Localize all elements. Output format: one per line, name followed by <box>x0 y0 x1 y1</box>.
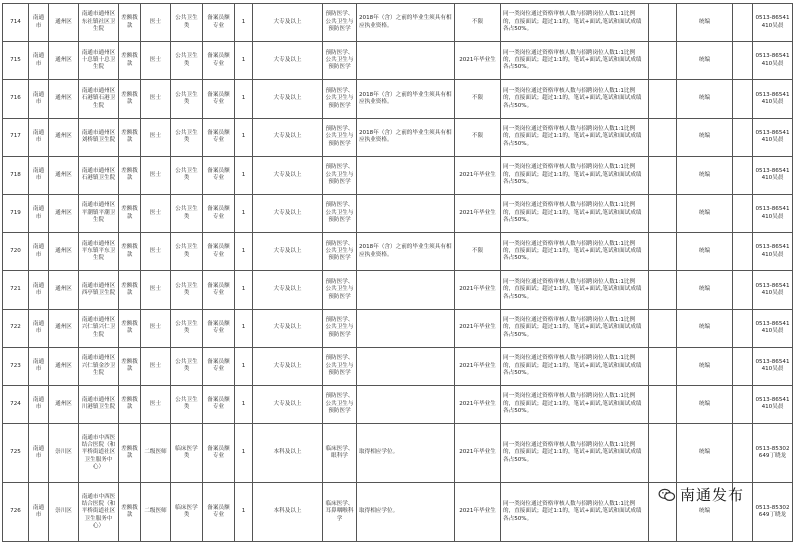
cell-phone: 0513-86541410吴晨 <box>753 233 793 271</box>
cell-nature: 差额拨款 <box>119 156 141 194</box>
cell-target: 2021年毕业生 <box>455 309 501 347</box>
cell-exam <box>649 271 677 309</box>
cell-no: 718 <box>3 156 29 194</box>
cell-level: 备案员额专业 <box>203 233 235 271</box>
cell-district: 通州区 <box>49 271 79 309</box>
table-row <box>3 42 793 80</box>
cell-category: 公共卫生类 <box>171 385 203 423</box>
cell-no: 717 <box>3 118 29 156</box>
cell-edu: 大专及以上 <box>253 42 323 80</box>
cell-ratio: 同一类岗位通过资格审核人数与招聘岗位人数1:1比例的，直接面试；超过1:1的，笔试+面试,笔试和面试成绩各占50%。 <box>501 4 649 42</box>
cell-unit: 南通市通州区兴仁镇兴仁卫生院 <box>79 309 119 347</box>
cell-blank <box>733 424 753 483</box>
cell-city: 南通市 <box>29 42 49 80</box>
cell-category: 临床医学类 <box>171 424 203 483</box>
cell-edu: 大专及以上 <box>253 309 323 347</box>
cell-major: 预防医学、公共卫生与预防医学 <box>323 309 357 347</box>
cell-category: 公共卫生类 <box>171 233 203 271</box>
cell-target: 2021年毕业生 <box>455 194 501 232</box>
cell-unit: 南通市中西医结合医院（和平桥街道社区卫生服务中心） <box>79 424 119 483</box>
cell-target: 2021年毕业生 <box>455 271 501 309</box>
cell-category: 公共卫生类 <box>171 80 203 118</box>
cell-level: 备案员额专业 <box>203 347 235 385</box>
cell-edu: 大专及以上 <box>253 4 323 42</box>
cell-blank <box>733 194 753 232</box>
cell-major: 预防医学、公共卫生与预防医学 <box>323 194 357 232</box>
cell-city: 南通市 <box>29 118 49 156</box>
cell-exam <box>649 4 677 42</box>
cell-unit: 南通市通州区东社镇社区卫生院 <box>79 4 119 42</box>
cell-count: 1 <box>235 233 253 271</box>
cell-blank <box>733 385 753 423</box>
cell-blank <box>733 80 753 118</box>
cell-post: 医士 <box>141 347 171 385</box>
cell-category: 公共卫生类 <box>171 194 203 232</box>
cell-nature: 差额拨款 <box>119 194 141 232</box>
cell-district: 通州区 <box>49 309 79 347</box>
cell-level: 备案员额专业 <box>203 4 235 42</box>
table-row <box>3 424 793 483</box>
cell-phone: 0513-86541410吴晨 <box>753 156 793 194</box>
cell-method: 统编 <box>677 271 733 309</box>
table-row <box>3 233 793 271</box>
cell-phone: 0513-86541410吴晨 <box>753 80 793 118</box>
cell-major: 预防医学、公共卫生与预防医学 <box>323 385 357 423</box>
cell-city: 南通市 <box>29 424 49 483</box>
cell-district: 通州区 <box>49 80 79 118</box>
cell-district: 通州区 <box>49 194 79 232</box>
cell-count: 1 <box>235 156 253 194</box>
cell-other <box>357 271 455 309</box>
cell-target: 不限 <box>455 4 501 42</box>
table-row <box>3 347 793 385</box>
table-row <box>3 385 793 423</box>
cell-district: 通州区 <box>49 118 79 156</box>
cell-nature: 差额拨款 <box>119 347 141 385</box>
cell-count: 1 <box>235 4 253 42</box>
cell-post: 医士 <box>141 80 171 118</box>
cell-post: 医士 <box>141 118 171 156</box>
table-row <box>3 194 793 232</box>
cell-other <box>357 42 455 80</box>
cell-city: 南通市 <box>29 271 49 309</box>
cell-phone: 0513-86541410吴晨 <box>753 4 793 42</box>
cell-no: 720 <box>3 233 29 271</box>
cell-target: 不限 <box>455 233 501 271</box>
cell-city: 南通市 <box>29 194 49 232</box>
cell-count: 1 <box>235 194 253 232</box>
cell-ratio: 同一类岗位通过资格审核人数与招聘岗位人数1:1比例的，直接面试；超过1:1的，笔试+面试,笔试和面试成绩各占50%。 <box>501 271 649 309</box>
cell-major: 预防医学、公共卫生与预防医学 <box>323 118 357 156</box>
cell-target: 2021年毕业生 <box>455 156 501 194</box>
cell-post: 医士 <box>141 42 171 80</box>
cell-method: 统编 <box>677 424 733 483</box>
cell-other: 2018年（含）之前的毕业生须具有相应执业资格。 <box>357 233 455 271</box>
cell-unit: 南通市通州区西亭镇卫生院 <box>79 271 119 309</box>
cell-no: 723 <box>3 347 29 385</box>
cell-nature: 差额拨款 <box>119 424 141 483</box>
cell-method: 统编 <box>677 80 733 118</box>
cell-level: 备案员额专业 <box>203 271 235 309</box>
cell-level: 备案员额专业 <box>203 80 235 118</box>
cell-method: 统编 <box>677 4 733 42</box>
cell-ratio: 同一类岗位通过资格审核人数与招聘岗位人数1:1比例的，直接面试；超过1:1的，笔试+面试,笔试和面试成绩各占50%。 <box>501 156 649 194</box>
cell-nature: 差额拨款 <box>119 233 141 271</box>
cell-target: 2021年毕业生 <box>455 42 501 80</box>
cell-post: 医士 <box>141 309 171 347</box>
cell-method: 统编 <box>677 156 733 194</box>
table-row <box>3 4 793 42</box>
cell-phone: 0513-86541410吴晨 <box>753 347 793 385</box>
cell-nature: 差额拨款 <box>119 483 141 542</box>
cell-ratio: 同一类岗位通过资格审核人数与招聘岗位人数1:1比例的，直接面试；超过1:1的，笔试+面试,笔试和面试成绩各占50%。 <box>501 347 649 385</box>
cell-unit: 南通市通州区平东镇平东卫生院 <box>79 233 119 271</box>
cell-ratio: 同一类岗位通过资格审核人数与招聘岗位人数1:1比例的，直接面试；超过1:1的，笔试+面试,笔试和面试成绩各占50%。 <box>501 194 649 232</box>
cell-major: 临床医学、耳鼻咽喉科学 <box>323 483 357 542</box>
cell-ratio: 同一类岗位通过资格审核人数与招聘岗位人数1:1比例的，直接面试；超过1:1的，笔试+面试,笔试和面试成绩各占50%。 <box>501 424 649 483</box>
cell-city: 南通市 <box>29 483 49 542</box>
cell-post: 医士 <box>141 194 171 232</box>
cell-count: 1 <box>235 483 253 542</box>
cell-method: 统编 <box>677 309 733 347</box>
cell-ratio: 同一类岗位通过资格审核人数与招聘岗位人数1:1比例的，直接面试；超过1:1的，笔试+面试,笔试和面试成绩各占50%。 <box>501 309 649 347</box>
cell-city: 南通市 <box>29 80 49 118</box>
table-body <box>3 4 793 542</box>
cell-phone: 0513-86541410吴晨 <box>753 42 793 80</box>
cell-phone: 0513-86541410吴晨 <box>753 385 793 423</box>
cell-blank <box>733 233 753 271</box>
table-row <box>3 118 793 156</box>
cell-no: 722 <box>3 309 29 347</box>
cell-unit: 南通市通州区平潮镇平潮卫生院 <box>79 194 119 232</box>
cell-category: 公共卫生类 <box>171 309 203 347</box>
cell-post: 二级医师 <box>141 483 171 542</box>
cell-district: 通州区 <box>49 233 79 271</box>
cell-other: 2018年（含）之前的毕业生须具有相应执业资格。 <box>357 118 455 156</box>
cell-exam <box>649 233 677 271</box>
cell-nature: 差额拨款 <box>119 385 141 423</box>
cell-major: 预防医学、公共卫生与预防医学 <box>323 80 357 118</box>
cell-target: 2021年毕业生 <box>455 385 501 423</box>
cell-exam <box>649 80 677 118</box>
cell-count: 1 <box>235 347 253 385</box>
cell-method: 统编 <box>677 483 733 542</box>
cell-district: 崇川区 <box>49 483 79 542</box>
cell-level: 备案员额专业 <box>203 42 235 80</box>
cell-level: 备案员额专业 <box>203 194 235 232</box>
cell-district: 通州区 <box>49 4 79 42</box>
cell-city: 南通市 <box>29 347 49 385</box>
cell-level: 备案员额专业 <box>203 483 235 542</box>
cell-unit: 南通市通州区刘桥镇卫生院 <box>79 118 119 156</box>
cell-category: 公共卫生类 <box>171 4 203 42</box>
cell-count: 1 <box>235 271 253 309</box>
cell-post: 医士 <box>141 4 171 42</box>
cell-district: 通州区 <box>49 156 79 194</box>
cell-method: 统编 <box>677 118 733 156</box>
cell-city: 南通市 <box>29 233 49 271</box>
cell-level: 备案员额专业 <box>203 118 235 156</box>
cell-blank <box>733 42 753 80</box>
cell-count: 1 <box>235 309 253 347</box>
table-row <box>3 309 793 347</box>
cell-phone: 0513-86541410吴晨 <box>753 194 793 232</box>
cell-no: 724 <box>3 385 29 423</box>
cell-nature: 差额拨款 <box>119 80 141 118</box>
cell-phone: 0513-85302649丁晓龙 <box>753 483 793 542</box>
cell-no: 721 <box>3 271 29 309</box>
table-row <box>3 271 793 309</box>
cell-level: 备案员额专业 <box>203 424 235 483</box>
cell-nature: 差额拨款 <box>119 309 141 347</box>
cell-count: 1 <box>235 424 253 483</box>
cell-district: 通州区 <box>49 347 79 385</box>
cell-post: 医士 <box>141 233 171 271</box>
cell-method: 统编 <box>677 233 733 271</box>
cell-method: 统编 <box>677 385 733 423</box>
table-row <box>3 156 793 194</box>
cell-unit: 南通市通州区十总镇十总卫生院 <box>79 42 119 80</box>
cell-unit: 南通市通州区川港镇卫生院 <box>79 385 119 423</box>
cell-category: 公共卫生类 <box>171 156 203 194</box>
cell-blank <box>733 271 753 309</box>
cell-nature: 差额拨款 <box>119 42 141 80</box>
watermark <box>658 484 744 505</box>
cell-exam <box>649 118 677 156</box>
cell-ratio: 同一类岗位通过资格审核人数与招聘岗位人数1:1比例的，直接面试；超过1:1的，笔试+面试,笔试和面试成绩各占50%。 <box>501 42 649 80</box>
cell-count: 1 <box>235 42 253 80</box>
watermark-text: 南通发布 <box>680 486 745 504</box>
cell-edu: 大专及以上 <box>253 385 323 423</box>
cell-post: 医士 <box>141 271 171 309</box>
cell-major: 预防医学、公共卫生与预防医学 <box>323 233 357 271</box>
cell-other <box>357 347 455 385</box>
cell-other: 取得相应学位。 <box>357 483 455 542</box>
cell-target: 2021年毕业生 <box>455 347 501 385</box>
cell-exam <box>649 309 677 347</box>
cell-nature: 差额拨款 <box>119 4 141 42</box>
cell-other <box>357 194 455 232</box>
cell-post: 医士 <box>141 156 171 194</box>
cell-city: 南通市 <box>29 156 49 194</box>
cell-post: 医士 <box>141 385 171 423</box>
cell-target: 不限 <box>455 80 501 118</box>
cell-no: 725 <box>3 424 29 483</box>
cell-no: 716 <box>3 80 29 118</box>
cell-unit: 南通市通州区石港镇卫生院 <box>79 156 119 194</box>
cell-category: 公共卫生类 <box>171 347 203 385</box>
cell-blank <box>733 118 753 156</box>
cell-target: 2021年毕业生 <box>455 483 501 542</box>
cell-city: 南通市 <box>29 385 49 423</box>
recruitment-table <box>2 3 793 542</box>
cell-phone: 0513-86541410吴晨 <box>753 271 793 309</box>
cell-category: 临床医学类 <box>171 483 203 542</box>
cell-unit: 南通市通州区兴仁镇金沙卫生院 <box>79 347 119 385</box>
cell-major: 预防医学、公共卫生与预防医学 <box>323 271 357 309</box>
cell-phone: 0513-86541410吴晨 <box>753 118 793 156</box>
cell-other <box>357 156 455 194</box>
cell-unit: 南通市中西医结合医院（和平桥街道社区卫生服务中心） <box>79 483 119 542</box>
cell-ratio: 同一类岗位通过资格审核人数与招聘岗位人数1:1比例的，直接面试；超过1:1的，笔试+面试,笔试和面试成绩各占50%。 <box>501 483 649 542</box>
cell-major: 预防医学、公共卫生与预防医学 <box>323 156 357 194</box>
cell-category: 公共卫生类 <box>171 118 203 156</box>
cell-other: 2018年（含）之前的毕业生须具有相应执业资格。 <box>357 80 455 118</box>
cell-exam <box>649 156 677 194</box>
cell-district: 通州区 <box>49 385 79 423</box>
cell-city: 南通市 <box>29 4 49 42</box>
cell-edu: 大专及以上 <box>253 347 323 385</box>
cell-no: 719 <box>3 194 29 232</box>
cell-unit: 南通市通州区石港镇石港卫生院 <box>79 80 119 118</box>
cell-major: 预防医学、公共卫生与预防医学 <box>323 42 357 80</box>
cell-edu: 本科及以上 <box>253 483 323 542</box>
cell-no: 715 <box>3 42 29 80</box>
cell-no: 726 <box>3 483 29 542</box>
cell-ratio: 同一类岗位通过资格审核人数与招聘岗位人数1:1比例的，直接面试；超过1:1的，笔试+面试,笔试和面试成绩各占50%。 <box>501 385 649 423</box>
cell-exam <box>649 385 677 423</box>
table-row <box>3 80 793 118</box>
cell-level: 备案员额专业 <box>203 309 235 347</box>
cell-nature: 差额拨款 <box>119 118 141 156</box>
cell-category: 公共卫生类 <box>171 271 203 309</box>
cell-phone: 0513-85302649丁晓龙 <box>753 424 793 483</box>
cell-count: 1 <box>235 80 253 118</box>
cell-method: 统编 <box>677 194 733 232</box>
cell-count: 1 <box>235 385 253 423</box>
cell-ratio: 同一类岗位通过资格审核人数与招聘岗位人数1:1比例的，直接面试；超过1:1的，笔试+面试,笔试和面试成绩各占50%。 <box>501 118 649 156</box>
cell-major: 预防医学、公共卫生与预防医学 <box>323 347 357 385</box>
cell-other <box>357 385 455 423</box>
wechat-icon <box>658 488 676 502</box>
cell-method: 统编 <box>677 42 733 80</box>
cell-district: 通州区 <box>49 42 79 80</box>
cell-edu: 本科及以上 <box>253 424 323 483</box>
cell-target: 2021年毕业生 <box>455 424 501 483</box>
cell-exam <box>649 424 677 483</box>
cell-exam <box>649 42 677 80</box>
cell-major: 预防医学、公共卫生与预防医学 <box>323 4 357 42</box>
cell-blank <box>733 347 753 385</box>
cell-ratio: 同一类岗位通过资格审核人数与招聘岗位人数1:1比例的，直接面试；超过1:1的，笔试+面试,笔试和面试成绩各占50%。 <box>501 233 649 271</box>
cell-edu: 大专及以上 <box>253 156 323 194</box>
cell-no: 714 <box>3 4 29 42</box>
cell-level: 备案员额专业 <box>203 385 235 423</box>
cell-count: 1 <box>235 118 253 156</box>
cell-edu: 大专及以上 <box>253 271 323 309</box>
cell-ratio: 同一类岗位通过资格审核人数与招聘岗位人数1:1比例的，直接面试；超过1:1的，笔试+面试,笔试和面试成绩各占50%。 <box>501 80 649 118</box>
cell-nature: 差额拨款 <box>119 271 141 309</box>
cell-level: 备案员额专业 <box>203 156 235 194</box>
cell-edu: 大专及以上 <box>253 233 323 271</box>
cell-major: 临床医学、眼科学 <box>323 424 357 483</box>
cell-other: 2018年（含）之前的毕业生须具有相应执业资格。 <box>357 4 455 42</box>
cell-category: 公共卫生类 <box>171 42 203 80</box>
cell-district: 崇川区 <box>49 424 79 483</box>
cell-exam <box>649 347 677 385</box>
cell-method: 统编 <box>677 347 733 385</box>
cell-post: 二级医师 <box>141 424 171 483</box>
cell-other <box>357 309 455 347</box>
cell-blank <box>733 4 753 42</box>
cell-edu: 大专及以上 <box>253 118 323 156</box>
cell-city: 南通市 <box>29 309 49 347</box>
cell-edu: 大专及以上 <box>253 194 323 232</box>
cell-target: 不限 <box>455 118 501 156</box>
cell-blank <box>733 309 753 347</box>
cell-exam <box>649 194 677 232</box>
cell-phone: 0513-86541410吴晨 <box>753 309 793 347</box>
cell-edu: 大专及以上 <box>253 80 323 118</box>
cell-blank <box>733 156 753 194</box>
cell-other: 取得相应学位。 <box>357 424 455 483</box>
